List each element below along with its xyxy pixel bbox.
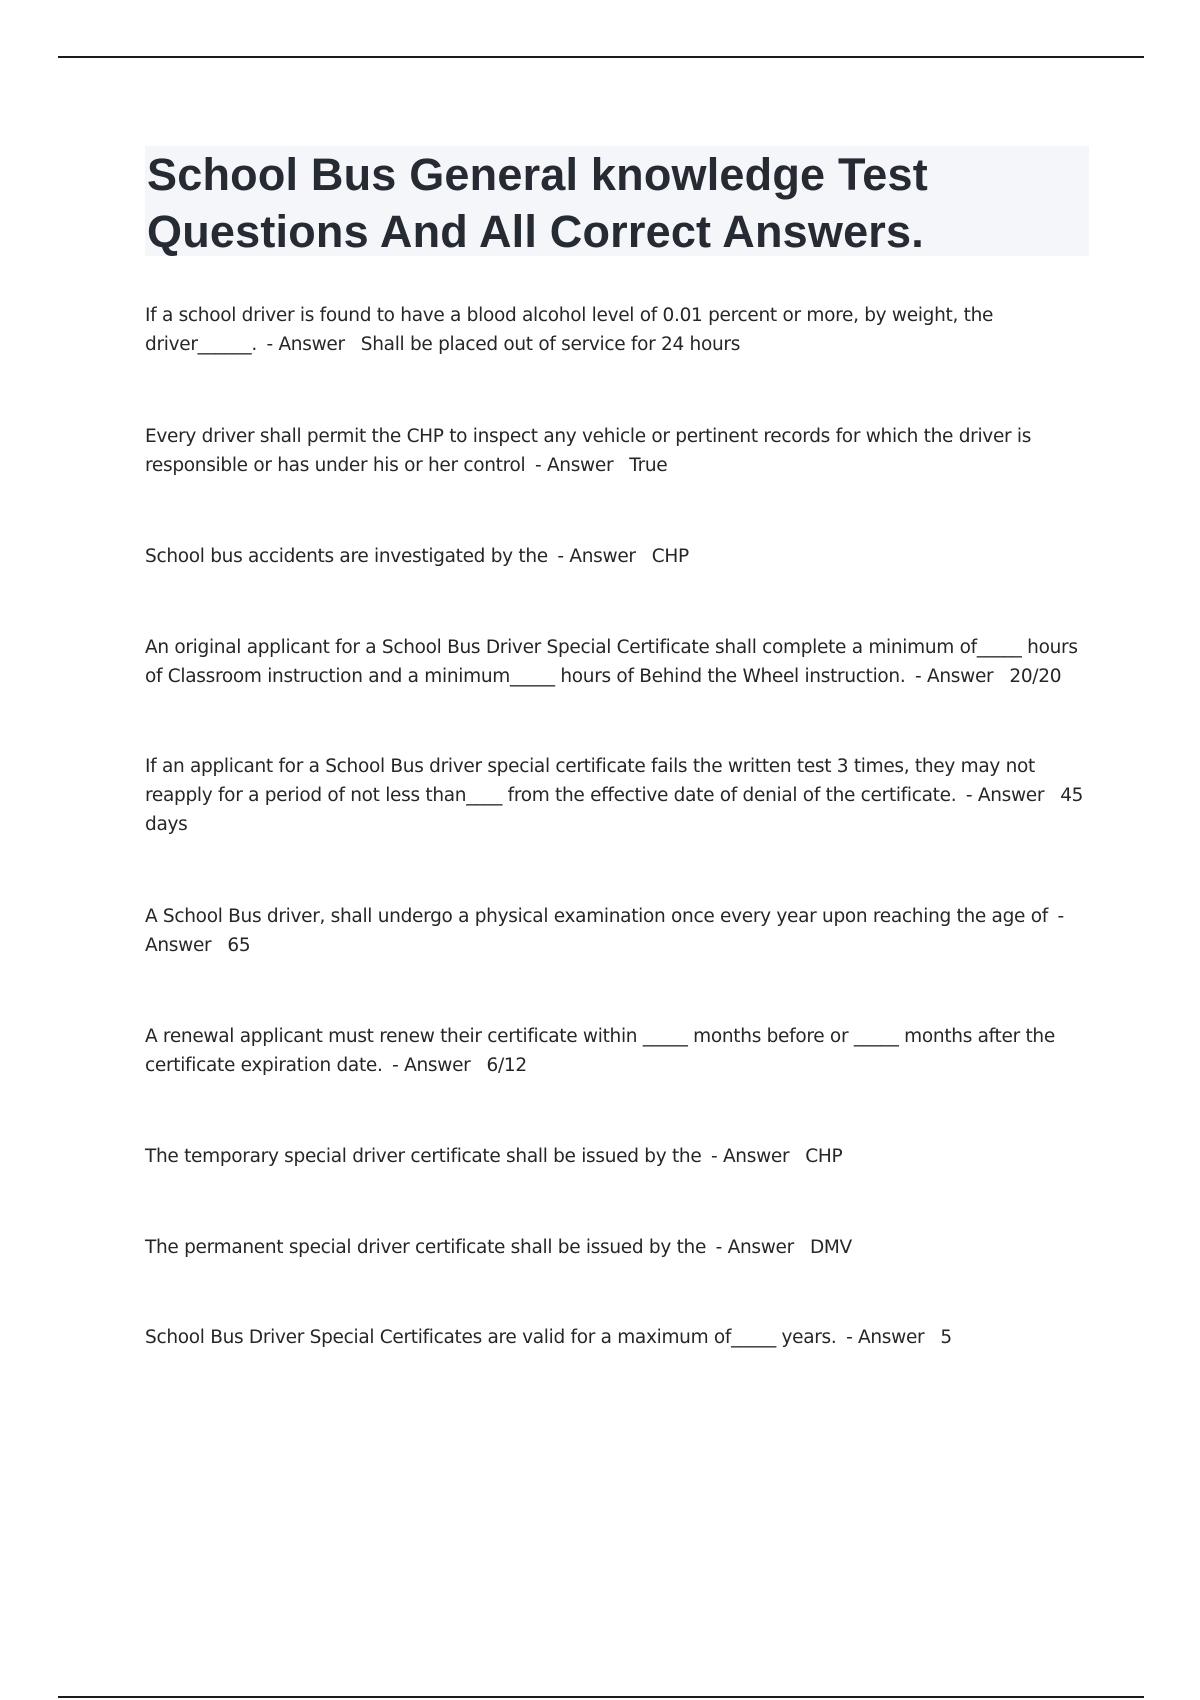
qa-item-1 (145, 301, 1089, 359)
page-title: School Bus General knowledge Test Questions And All Correct Answers. (147, 149, 928, 257)
answer-text: 20/20 (1009, 666, 1062, 687)
question-text: The temporary special driver certificate shall be issued by the (145, 1146, 702, 1167)
bottom-divider (58, 1696, 1144, 1698)
qa-item-3 (145, 542, 1089, 571)
answer-text: Shall be placed out of service for 24 hours (360, 334, 741, 355)
answer-label: - Answer (145, 906, 1064, 956)
qa-item-8 (145, 1142, 1089, 1171)
question-text: School Bus Driver Special Certificates are valid for a maximum of_____ years. (145, 1327, 837, 1348)
question-text: An original applicant for a School Bus Driver Special Certificate shall complete a minimum of_____ hours of Classroom instruction and a minimum_____ hours of Behind the Wheel instruction. (145, 637, 1078, 687)
answer-text: 45 days (145, 785, 1084, 835)
question-text: A renewal applicant must renew their certificate within _____ months before or _____ months after the certificate expiration date. (145, 1026, 1055, 1076)
answer-text: DMV (809, 1237, 852, 1258)
question-text: Every driver shall permit the CHP to inspect any vehicle or pertinent records for which the driver is responsible or has under his or her control (145, 426, 1032, 476)
question-text: School bus accidents are investigated by the (145, 546, 548, 567)
question-text: If a school driver is found to have a blood alcohol level of 0.01 percent or more, by weight, the driver______. (145, 305, 994, 355)
qa-item-9 (145, 1233, 1089, 1262)
question-text: If an applicant for a School Bus driver special certificate fails the written test 3 times, they may not reapply for a period of not less than____ from the effective date of denial of the certificate. (145, 756, 1035, 806)
qa-item-10 (145, 1323, 1089, 1352)
answer-text: 5 (940, 1327, 952, 1348)
answer-label: - Answer (557, 546, 636, 567)
answer-label: - Answer (266, 334, 345, 355)
qa-item-4 (145, 633, 1089, 691)
answer-label: - Answer (392, 1055, 471, 1076)
answer-label: - Answer (711, 1146, 790, 1167)
answer-label: - Answer (915, 666, 994, 687)
answer-label: - Answer (534, 455, 614, 476)
answer-text: True (629, 455, 668, 476)
answer-text: CHP (805, 1146, 843, 1167)
question-text: A School Bus driver, shall undergo a physical examination once every year upon reaching the age of (145, 906, 1048, 927)
answer-label: - Answer (846, 1327, 925, 1348)
question-text: The permanent special driver certificate shall be issued by the (145, 1237, 707, 1258)
qa-item-7 (145, 1022, 1089, 1080)
answer-text: CHP (651, 546, 689, 567)
qa-item-2 (145, 422, 1089, 480)
answer-text: 6/12 (486, 1055, 527, 1076)
title-block (145, 146, 1089, 256)
answer-label: - Answer (715, 1237, 794, 1258)
qa-item-5 (145, 752, 1089, 839)
answer-label: - Answer (965, 785, 1045, 806)
answer-text: 65 (227, 935, 251, 956)
qa-item-6 (145, 902, 1089, 960)
top-divider (58, 56, 1144, 58)
